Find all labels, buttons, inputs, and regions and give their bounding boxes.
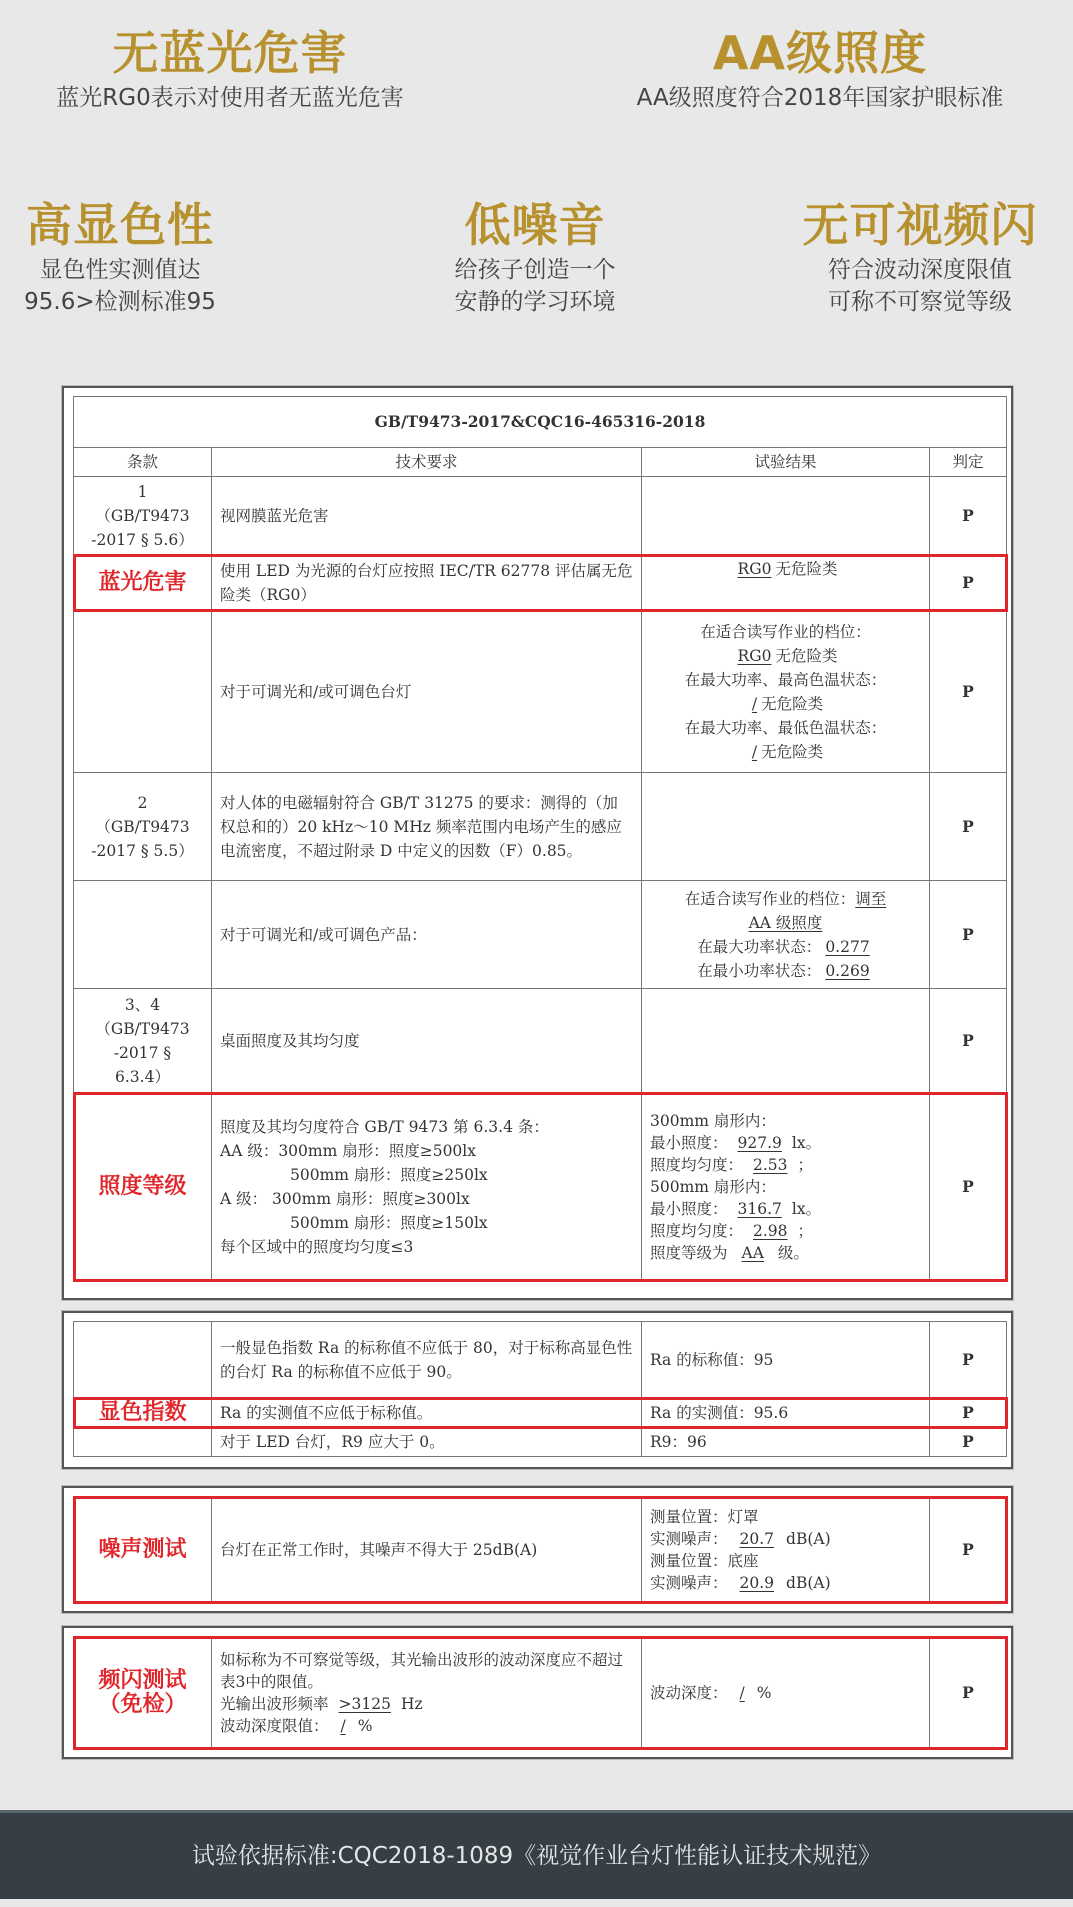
requirement-cell: 对人体的电磁辐射符合 GB/T 31275 的要求：测得的（加权总和的）20 kHz～10 MHz 频率范围内电场产生的感应电流密度，不超过附录 D 中定义的因数（F）0.85。 [212,773,642,881]
table-row-blue-light [74,555,1007,611]
feature-desc: 可称不可察觉等级 [828,289,1012,315]
result-cell: 300mm 扇形内： 最小照度： 927.9 lx。 照度均匀度： 2.53 ； 500mm 扇形内： 最小照度： 316.7 lx。 照度均匀度： 2.98 ； 照度等级为 AA 级。 [642,1093,930,1281]
verdict-cell: P [930,1398,1007,1428]
cri-table [73,1321,1007,1457]
result-cell: 测量位置：灯罩 实测噪声： 20.7 dB(A) 测量位置：底座 实测噪声： 20.9 dB(A) [642,1497,930,1603]
feature-desc: 符合波动深度限值 [828,257,1012,283]
clause-cell [74,1428,212,1457]
result-cell: 在适合读写作业的档位： RG0 无危险类 在最大功率、最高色温状态： / 无危险类 在最大功率、最低色温状态： / 无危险类 [642,611,930,773]
result-cell: RG0 无危险类 [642,555,930,611]
result-cell [642,773,930,881]
table-row [74,611,1007,773]
requirement-cell: 如标称为不可察觉等级，其光输出波形的波动深度应不超过表3中的限值。 光输出波形频率 >3125 Hz 波动深度限值： / % [212,1637,642,1749]
highlight-tag: 照度等级 [74,1093,212,1281]
header-verdict: 判定 [930,448,1007,477]
table-row [74,477,1007,555]
feature-desc: 蓝光RG0表示对使用者无蓝光危害 [56,85,404,111]
verdict-cell: P [930,477,1007,555]
clause-cell: 2 （GB/T9473 -2017 § 5.5） [74,773,212,881]
table-row-noise [74,1497,1007,1603]
feature-desc: 显色性实测值达 [39,257,201,283]
feature-title: 高显色性 [26,198,214,252]
feature-desc: 95.6>检测标准95 [24,289,216,315]
verdict-cell: P [930,1428,1007,1457]
highlight-tag: 噪声测试 [74,1497,212,1603]
report-table-cri [62,1311,1013,1469]
report-table-main [62,386,1013,1300]
test-table [73,396,1007,1281]
feature-title: 无可视频闪 [802,198,1038,252]
feature-desc: 安静的学习环境 [454,289,616,315]
verdict-cell: P [930,611,1007,773]
verdict-cell: P [930,989,1007,1093]
clause-cell [74,611,212,773]
requirement-cell: 对于可调光和/或可调色台灯 [212,611,642,773]
header-result: 试验结果 [642,448,930,477]
clause-cell [74,881,212,989]
requirement-cell: 台灯在正常工作时，其噪声不得大于 25dB(A) [212,1497,642,1603]
feature-no-flicker [775,196,1065,318]
clause-cell [74,1322,212,1398]
result-cell [642,477,930,555]
highlight-tag: 频闪测试 （免检） [74,1637,212,1749]
highlight-tag: 显色指数 [74,1398,212,1428]
verdict-cell: P [930,773,1007,881]
requirement-cell: 照度及其均匀度符合 GB/T 9473 第 6.3.4 条： AA 级：300mm 扇形：照度≥500lx 500mm 扇形：照度≥250lx A 级： 300mm 扇形：照度≥300lx 500mm 扇形：照度≥150lx 每个区域中的照度均匀度≤3 [212,1093,642,1281]
report-table-noise [62,1486,1013,1613]
verdict-cell: P [930,1497,1007,1603]
result-cell: 波动深度： / % [642,1637,930,1749]
table-title: GB/T9473-2017&CQC16-465316-2018 [74,397,1007,448]
requirement-cell: 一般显色指数 Ra 的标称值不应低于 80，对于标称高显色性的台灯 Ra 的标称值不应低于 90。 [212,1322,642,1398]
table-row [74,773,1007,881]
feature-low-noise [400,196,670,318]
header-clause: 条款 [74,448,212,477]
feature-desc: 给孩子创造一个 [454,257,616,283]
footer-standard-note: 试验依据标准:CQC2018-1089《视觉作业台灯性能认证技术规范》 [0,1810,1073,1899]
verdict-cell: P [930,1637,1007,1749]
table-row [74,1322,1007,1398]
table-row [74,989,1007,1093]
flicker-table [73,1636,1007,1749]
verdict-cell: P [930,1322,1007,1398]
report-table-flicker [62,1626,1013,1759]
feature-desc: AA级照度符合2018年国家护眼标准 [636,85,1004,111]
requirement-cell: 桌面照度及其均匀度 [212,989,642,1093]
verdict-cell: P [930,555,1007,611]
feature-title: 低噪音 [464,198,606,252]
table-row-cri [74,1398,1007,1428]
feature-no-blue-light [0,24,460,114]
result-cell: Ra 的实测值：95.6 [642,1398,930,1428]
requirement-cell: Ra 的实测值不应低于标称值。 [212,1398,642,1428]
clause-cell: 3、4 （GB/T9473 -2017 § 6.3.4） [74,989,212,1093]
feature-aa-illuminance [580,24,1060,114]
noise-table [73,1496,1007,1603]
result-cell: 在适合读写作业的档位：调至 AA 级照度 在最大功率状态： 0.277 在最小功率状态： 0.269 [642,881,930,989]
highlight-tag: 蓝光危害 [74,555,212,611]
requirement-cell: 对于 LED 台灯，R9 应大于 0。 [212,1428,642,1457]
table-row [74,1428,1007,1457]
feature-title: 无蓝光危害 [112,26,348,80]
header-requirement: 技术要求 [212,448,642,477]
table-row [74,881,1007,989]
table-row-flicker [74,1637,1007,1749]
result-cell: R9：96 [642,1428,930,1457]
result-cell: Ra 的标称值：95 [642,1322,930,1398]
requirement-cell: 使用 LED 为光源的台灯应按照 IEC/TR 62778 评估属无危险类（RG0） [212,555,642,611]
feature-high-cri [0,196,240,318]
result-cell [642,989,930,1093]
requirement-cell: 对于可调光和/或可调色产品： [212,881,642,989]
feature-title: AA级照度 [712,26,928,80]
verdict-cell: P [930,881,1007,989]
table-row-illuminance [74,1093,1007,1281]
clause-cell: 1 （GB/T9473 -2017 § 5.6） [74,477,212,555]
requirement-cell: 视网膜蓝光危害 [212,477,642,555]
verdict-cell: P [930,1093,1007,1281]
